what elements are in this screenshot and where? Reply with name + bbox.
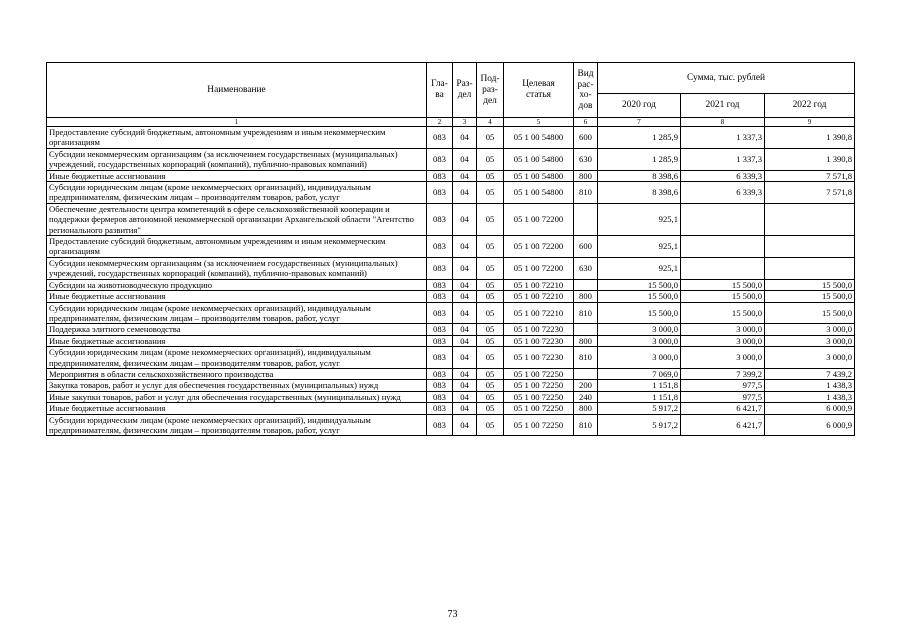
table-row: [47, 236, 855, 258]
header-sum: Сумма, тыс. рублей: [598, 63, 855, 94]
row-podrazdel: 05: [477, 148, 504, 170]
row-podrazdel: 05: [477, 203, 504, 235]
table-row: [47, 148, 855, 170]
row-sum-2020: 5 917,2: [598, 414, 681, 436]
table-row: [47, 170, 855, 181]
row-podrazdel: 05: [477, 170, 504, 181]
row-name: Мероприятия в области сельскохозяйственного производства: [47, 368, 427, 379]
row-podrazdel: 05: [477, 182, 504, 204]
row-expense-type: 600: [574, 236, 598, 258]
table-row: [47, 257, 855, 279]
table-row: [47, 368, 855, 379]
row-glava: 083: [427, 414, 453, 436]
row-target-article: 05 1 00 54800: [504, 170, 574, 181]
row-razdel: 04: [453, 403, 477, 414]
row-razdel: 04: [453, 257, 477, 279]
row-name: Иные закупки товаров, работ и услуг для обеспечения государственных (муниципальных) нужд: [47, 391, 427, 402]
row-name: Иные бюджетные ассигнования: [47, 170, 427, 181]
table-row: [47, 403, 855, 414]
row-glava: 083: [427, 170, 453, 181]
row-target-article: 05 1 00 72200: [504, 257, 574, 279]
page-number: 73: [447, 609, 458, 620]
row-podrazdel: 05: [477, 236, 504, 258]
row-sum-2020: 925,1: [598, 257, 681, 279]
row-sum-2022: 7 571,8: [765, 170, 855, 181]
row-expense-type: 810: [574, 302, 598, 324]
header-target-article: Целевая статья: [504, 63, 574, 118]
row-razdel: 04: [453, 347, 477, 369]
row-target-article: 05 1 00 72230: [504, 347, 574, 369]
row-glava: 083: [427, 291, 453, 302]
row-sum-2020: 15 500,0: [598, 291, 681, 302]
row-razdel: 04: [453, 203, 477, 235]
row-razdel: 04: [453, 279, 477, 290]
row-glava: 083: [427, 391, 453, 402]
row-podrazdel: 05: [477, 414, 504, 436]
row-name: Обеспечение деятельности центра компетенций в сфере сельскохозяйственной кооперации и поддержки фермеров автономной некоммерческой организации Архангельской области "Агентство регионального развития": [47, 203, 427, 235]
row-sum-2020: 3 000,0: [598, 347, 681, 369]
row-sum-2022: 15 500,0: [765, 279, 855, 290]
row-razdel: 04: [453, 324, 477, 335]
row-sum-2021: 3 000,0: [681, 324, 765, 335]
row-sum-2020: 925,1: [598, 203, 681, 235]
row-podrazdel: 05: [477, 324, 504, 335]
row-podrazdel: 05: [477, 127, 504, 149]
row-sum-2021: 1 337,3: [681, 148, 765, 170]
row-name: Субсидии юридическим лицам (кроме некоммерческих организаций), индивидуальным предпринимателям, физическим лицам – производителям товаров, работ, услуг: [47, 414, 427, 436]
row-expense-type: [574, 279, 598, 290]
row-expense-type: 810: [574, 182, 598, 204]
row-sum-2022: 1 438,3: [765, 380, 855, 391]
row-sum-2021: 6 339,3: [681, 170, 765, 181]
row-podrazdel: 05: [477, 368, 504, 379]
row-sum-2022: 1 390,8: [765, 148, 855, 170]
row-name: Субсидии на животноводческую продукцию: [47, 279, 427, 290]
row-glava: 083: [427, 368, 453, 379]
row-razdel: 04: [453, 368, 477, 379]
column-number: 5: [504, 118, 574, 127]
row-sum-2021: 977,5: [681, 380, 765, 391]
row-target-article: 05 1 00 72250: [504, 368, 574, 379]
header-year-2020: 2020 год: [598, 94, 681, 118]
row-target-article: 05 1 00 72200: [504, 203, 574, 235]
row-expense-type: 810: [574, 347, 598, 369]
row-expense-type: 800: [574, 170, 598, 181]
row-glava: 083: [427, 127, 453, 149]
row-sum-2021: 6 421,7: [681, 414, 765, 436]
row-sum-2021: 977,5: [681, 391, 765, 402]
row-sum-2022: 7 571,8: [765, 182, 855, 204]
row-target-article: 05 1 00 72210: [504, 302, 574, 324]
row-target-article: 05 1 00 72230: [504, 335, 574, 346]
row-name: Предоставление субсидий бюджетным, автономным учреждениям и иным некоммерческим организациям: [47, 127, 427, 149]
row-sum-2022: 3 000,0: [765, 347, 855, 369]
row-sum-2020: 8 398,6: [598, 170, 681, 181]
row-podrazdel: 05: [477, 279, 504, 290]
row-sum-2020: 15 500,0: [598, 302, 681, 324]
row-target-article: 05 1 00 72200: [504, 236, 574, 258]
row-sum-2020: 3 000,0: [598, 324, 681, 335]
row-sum-2021: 7 399,2: [681, 368, 765, 379]
table-row: [47, 414, 855, 436]
row-razdel: 04: [453, 170, 477, 181]
row-expense-type: 800: [574, 335, 598, 346]
row-target-article: 05 1 00 72210: [504, 279, 574, 290]
row-target-article: 05 1 00 72250: [504, 380, 574, 391]
row-podrazdel: 05: [477, 347, 504, 369]
row-razdel: 04: [453, 391, 477, 402]
table-row: [47, 302, 855, 324]
row-sum-2020: 1 285,9: [598, 148, 681, 170]
row-glava: 083: [427, 148, 453, 170]
row-podrazdel: 05: [477, 403, 504, 414]
row-sum-2020: 7 069,0: [598, 368, 681, 379]
row-razdel: 04: [453, 182, 477, 204]
row-expense-type: [574, 368, 598, 379]
row-razdel: 04: [453, 291, 477, 302]
row-sum-2022: 6 000,9: [765, 403, 855, 414]
row-target-article: 05 1 00 72250: [504, 391, 574, 402]
table-body: [47, 127, 855, 436]
row-name: Иные бюджетные ассигнования: [47, 335, 427, 346]
row-expense-type: [574, 203, 598, 235]
row-sum-2022: 3 000,0: [765, 324, 855, 335]
row-sum-2020: 925,1: [598, 236, 681, 258]
row-name: Субсидии юридическим лицам (кроме некоммерческих организаций), индивидуальным предпринимателям, физическим лицам – производителям товаров, работ, услуг: [47, 302, 427, 324]
row-expense-type: [574, 324, 598, 335]
row-podrazdel: 05: [477, 291, 504, 302]
row-name: Иные бюджетные ассигнования: [47, 403, 427, 414]
budget-table: [46, 62, 855, 436]
row-glava: 083: [427, 335, 453, 346]
header-razdel: Раз- дел: [453, 63, 477, 118]
column-numbers-row: [47, 118, 855, 127]
row-sum-2022: 15 500,0: [765, 302, 855, 324]
row-target-article: 05 1 00 54800: [504, 148, 574, 170]
row-expense-type: 800: [574, 291, 598, 302]
row-name: Субсидии некоммерческим организациям (за исключением государственных (муниципальных) учреждений, государственных корпораций (компаний), публично-правовых компаний): [47, 257, 427, 279]
row-expense-type: 240: [574, 391, 598, 402]
row-sum-2021: [681, 236, 765, 258]
row-razdel: 04: [453, 414, 477, 436]
row-sum-2020: 1 285,9: [598, 127, 681, 149]
row-name: Поддержка элитного семеноводства: [47, 324, 427, 335]
row-razdel: 04: [453, 236, 477, 258]
row-sum-2021: 15 500,0: [681, 302, 765, 324]
row-razdel: 04: [453, 380, 477, 391]
column-number: 4: [477, 118, 504, 127]
row-name: Закупка товаров, работ и услуг для обеспечения государственных (муниципальных) нужд: [47, 380, 427, 391]
row-sum-2022: 6 000,9: [765, 414, 855, 436]
row-sum-2022: [765, 203, 855, 235]
row-sum-2020: 1 151,8: [598, 391, 681, 402]
row-expense-type: 630: [574, 148, 598, 170]
row-expense-type: 600: [574, 127, 598, 149]
row-sum-2020: 1 151,8: [598, 380, 681, 391]
table-row: [47, 182, 855, 204]
column-number: 1: [47, 118, 427, 127]
row-podrazdel: 05: [477, 335, 504, 346]
table-row: [47, 335, 855, 346]
row-sum-2022: 15 500,0: [765, 291, 855, 302]
column-number: 9: [765, 118, 855, 127]
row-podrazdel: 05: [477, 302, 504, 324]
row-razdel: 04: [453, 302, 477, 324]
header-name: Наименование: [47, 63, 427, 118]
header-podrazdel: Под- раз- дел: [477, 63, 504, 118]
row-sum-2020: 15 500,0: [598, 279, 681, 290]
row-sum-2021: 3 000,0: [681, 347, 765, 369]
row-sum-2020: 5 917,2: [598, 403, 681, 414]
column-number: 2: [427, 118, 453, 127]
row-sum-2021: 3 000,0: [681, 335, 765, 346]
row-sum-2021: [681, 203, 765, 235]
row-razdel: 04: [453, 148, 477, 170]
table-row: [47, 380, 855, 391]
row-sum-2021: 1 337,3: [681, 127, 765, 149]
row-target-article: 05 1 00 72250: [504, 414, 574, 436]
row-sum-2020: 8 398,6: [598, 182, 681, 204]
row-glava: 083: [427, 203, 453, 235]
row-target-article: 05 1 00 72250: [504, 403, 574, 414]
header-year-2021: 2021 год: [681, 94, 765, 118]
row-name: Субсидии некоммерческим организациям (за исключением государственных (муниципальных) учреждений, государственных корпораций (компаний), публично-правовых компаний): [47, 148, 427, 170]
row-sum-2022: [765, 257, 855, 279]
row-sum-2021: [681, 257, 765, 279]
table-row: [47, 127, 855, 149]
row-name: Иные бюджетные ассигнования: [47, 291, 427, 302]
column-number: 7: [598, 118, 681, 127]
row-expense-type: 810: [574, 414, 598, 436]
row-glava: 083: [427, 324, 453, 335]
row-podrazdel: 05: [477, 391, 504, 402]
row-name: Субсидии юридическим лицам (кроме некоммерческих организаций), индивидуальным предпринимателям, физическим лицам – производителям товаров, работ, услуг: [47, 182, 427, 204]
row-glava: 083: [427, 236, 453, 258]
row-name: Предоставление субсидий бюджетным, автономным учреждениям и иным некоммерческим организациям: [47, 236, 427, 258]
row-sum-2020: 3 000,0: [598, 335, 681, 346]
row-podrazdel: 05: [477, 257, 504, 279]
row-razdel: 04: [453, 127, 477, 149]
row-target-article: 05 1 00 72230: [504, 324, 574, 335]
budget-table-container: [46, 62, 854, 436]
row-sum-2022: 1 390,8: [765, 127, 855, 149]
table-row: [47, 347, 855, 369]
row-podrazdel: 05: [477, 380, 504, 391]
row-expense-type: 630: [574, 257, 598, 279]
header-year-2022: 2022 год: [765, 94, 855, 118]
row-glava: 083: [427, 403, 453, 414]
column-number: 8: [681, 118, 765, 127]
row-sum-2022: 7 439,2: [765, 368, 855, 379]
row-glava: 083: [427, 380, 453, 391]
header-expense-type: Вид рас- хо- дов: [574, 63, 598, 118]
table-row: [47, 203, 855, 235]
row-name: Субсидии юридическим лицам (кроме некоммерческих организаций), индивидуальным предпринимателям, физическим лицам – производителям товаров, работ, услуг: [47, 347, 427, 369]
column-number: 6: [574, 118, 598, 127]
row-sum-2021: 6 421,7: [681, 403, 765, 414]
row-sum-2021: 6 339,3: [681, 182, 765, 204]
row-expense-type: 200: [574, 380, 598, 391]
row-glava: 083: [427, 347, 453, 369]
row-target-article: 05 1 00 54800: [504, 182, 574, 204]
row-target-article: 05 1 00 54800: [504, 127, 574, 149]
row-glava: 083: [427, 302, 453, 324]
table-row: [47, 291, 855, 302]
table-row: [47, 324, 855, 335]
row-glava: 083: [427, 257, 453, 279]
row-expense-type: 800: [574, 403, 598, 414]
row-sum-2022: [765, 236, 855, 258]
row-sum-2022: 3 000,0: [765, 335, 855, 346]
row-sum-2022: 1 438,3: [765, 391, 855, 402]
header-glava: Гла- ва: [427, 63, 453, 118]
row-target-article: 05 1 00 72210: [504, 291, 574, 302]
row-razdel: 04: [453, 335, 477, 346]
row-glava: 083: [427, 279, 453, 290]
row-sum-2021: 15 500,0: [681, 291, 765, 302]
table-row: [47, 279, 855, 290]
table-row: [47, 391, 855, 402]
row-glava: 083: [427, 182, 453, 204]
column-number: 3: [453, 118, 477, 127]
row-sum-2021: 15 500,0: [681, 279, 765, 290]
